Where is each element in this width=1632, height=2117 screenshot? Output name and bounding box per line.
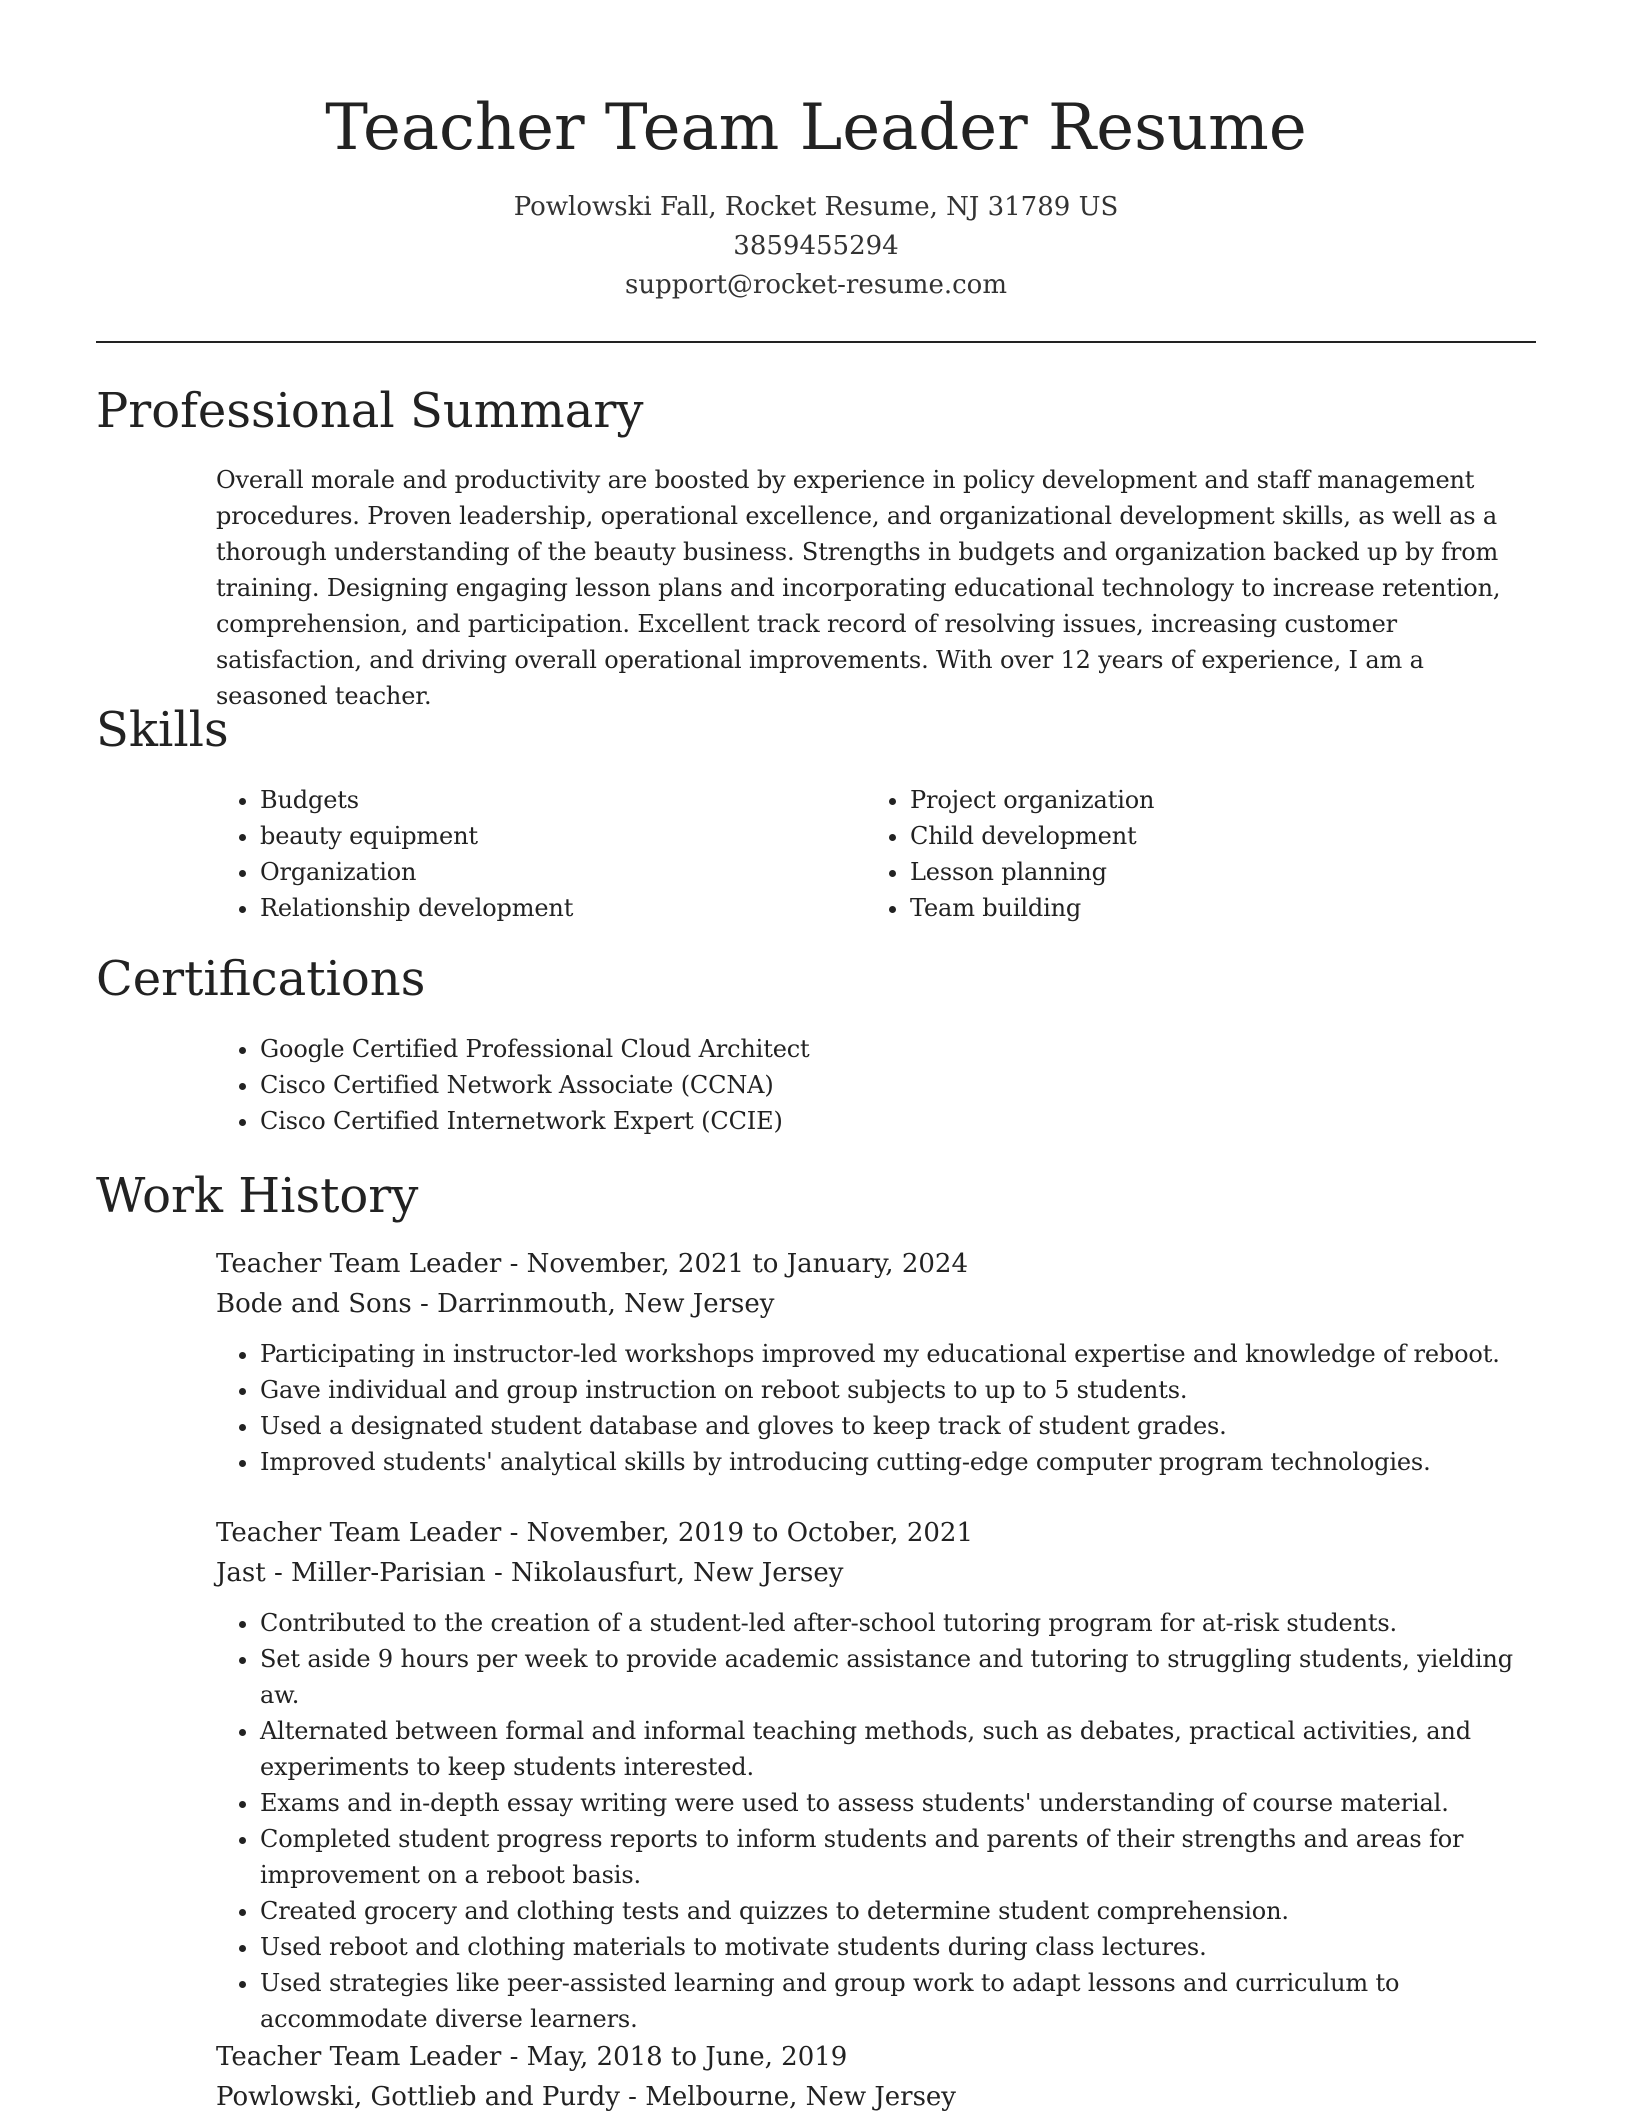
list-item: • Created grocery and clothing tests and quizzes to determine student comprehension. <box>260 1893 1546 1929</box>
list-item: • Relationship development <box>260 890 816 926</box>
job-title-line: Teacher Team Leader - May, 2018 to June, 2019 <box>216 2042 848 2072</box>
list-item: • Project organization <box>910 782 1466 818</box>
list-item: • Cisco Certified Internetwork Expert (CCIE) <box>260 1103 1536 1139</box>
list-item: • Cisco Certified Network Associate (CCNA) <box>260 1067 1536 1103</box>
contact-email[interactable]: support@rocket-resume.com <box>624 270 1007 300</box>
list-item: • Improved students' analytical skills by introducing cutting-edge computer program technologies. <box>260 1444 1546 1480</box>
list-item: • Completed student progress reports to inform students and parents of their strengths and areas for improvement on a reboot basis. <box>260 1821 1546 1893</box>
resume-title: Teacher Team Leader Resume <box>325 91 1307 165</box>
summary-text: Overall morale and productivity are boosted by experience in policy development and staff management procedures. Proven leadership, operational excellence, and organizational development skills, as well as a thorough understanding of the beauty business. Strengths in budgets and organization backed up by from training. Designing engaging lesson plans and incorporating educational technology to increase retention, comprehension, and participation. Excellent track record of resolving issues, increasing customer satisfaction, and driving overall operational improvements. With over 12 years of experience, I am a seasoned teacher. <box>216 466 1501 710</box>
list-item: • Budgets <box>260 782 816 818</box>
header-divider <box>96 341 1536 343</box>
job-company-line: Bode and Sons - Darrinmouth, New Jersey <box>216 1289 775 1319</box>
job-title-line: Teacher Team Leader - November, 2021 to January, 2024 <box>216 1249 968 1279</box>
list-item: • Set aside 9 hours per week to provide academic assistance and tutoring to struggling students, yielding aw. <box>260 1641 1546 1713</box>
certifications-list <box>216 1031 1536 1139</box>
job-duties-list <box>216 1605 1546 2037</box>
job-entry <box>216 2037 1546 2117</box>
resume-header <box>0 0 1632 305</box>
list-item: • Exams and in-depth essay writing were used to assess students' understanding of course material. <box>260 1785 1546 1821</box>
contact-phone: 3859455294 <box>733 231 899 261</box>
list-item: • Lesson planning <box>910 854 1466 890</box>
list-item: • Contributed to the creation of a student-led after-school tutoring program for at-risk students. <box>260 1605 1546 1641</box>
job-company-line: Powlowski, Gottlieb and Purdy - Melbourne, New Jersey <box>216 2082 956 2112</box>
skills-column-right <box>866 782 1466 926</box>
list-item: • Google Certified Professional Cloud Architect <box>260 1031 1536 1067</box>
section-title-summary: Professional Summary <box>96 383 644 439</box>
list-item: • Team building <box>910 890 1466 926</box>
skills-list-right <box>866 782 1466 926</box>
job-entry <box>216 1513 1546 2037</box>
job-duties-list <box>216 1336 1546 1480</box>
list-item: • Participating in instructor-led workshops improved my educational expertise and knowledge of reboot. <box>260 1336 1546 1372</box>
section-title-certifications: Certifications <box>96 951 426 1007</box>
job-entry <box>216 1244 1546 1480</box>
list-item: • Used strategies like peer-assisted learning and group work to adapt lessons and curriculum to accommodate diverse learners. <box>260 1965 1546 2037</box>
list-item: • beauty equipment <box>260 818 816 854</box>
certifications-block <box>216 1031 1536 1139</box>
skills-column-left <box>216 782 816 926</box>
list-item: • Alternated between formal and informal teaching methods, such as debates, practical activities, and experiments to keep students interested. <box>260 1713 1546 1785</box>
contact-address: Powlowski Fall, Rocket Resume, NJ 31789 US <box>513 192 1119 222</box>
list-item: • Gave individual and group instruction on reboot subjects to up to 5 students. <box>260 1372 1546 1408</box>
list-item: • Organization <box>260 854 816 890</box>
list-item: • Child development <box>910 818 1466 854</box>
list-item: • Used a designated student database and gloves to keep track of student grades. <box>260 1408 1546 1444</box>
job-title-line: Teacher Team Leader - November, 2019 to October, 2021 <box>216 1518 973 1548</box>
section-title-skills: Skills <box>96 702 229 758</box>
list-item: • Used reboot and clothing materials to motivate students during class lectures. <box>260 1929 1546 1965</box>
contact-block <box>0 188 1632 305</box>
job-company-line: Jast - Miller-Parisian - Nikolausfurt, New Jersey <box>216 1558 844 1588</box>
section-title-work-history: Work History <box>96 1168 419 1224</box>
skills-list-left <box>216 782 816 926</box>
